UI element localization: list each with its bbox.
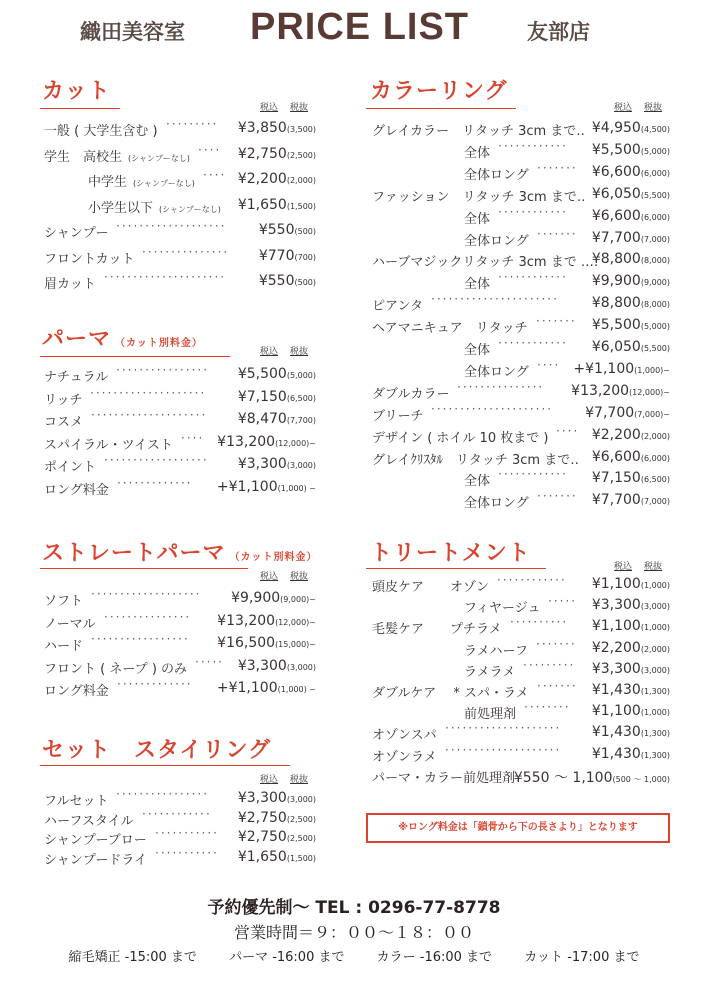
price-excl-tax: (7,000)~	[634, 409, 670, 419]
underline	[40, 356, 230, 357]
item-price: ¥1,430(1,300)	[591, 724, 670, 741]
item-price: ¥1,650(1,500)	[237, 848, 316, 865]
price-excl-tax: (5,000)	[640, 146, 670, 156]
tax-header: 税込 税抜	[260, 103, 309, 113]
leader-dots: ···············	[457, 379, 545, 394]
price-row	[44, 363, 316, 386]
page-title: PRICE LIST	[250, 6, 470, 48]
price-row	[44, 168, 316, 191]
item-name: 一般 ( 大学生含む )	[44, 124, 158, 139]
item-name: オゾンラメ	[372, 749, 437, 765]
price-excl-tax: (3,000)	[640, 665, 670, 675]
price-row	[372, 636, 670, 660]
item-price: ¥2,750(2,500)	[237, 809, 316, 826]
leader-dots: ····················	[445, 721, 562, 736]
leader-dots: ··········	[510, 615, 569, 630]
item-price: ¥6,600(6,000)	[591, 448, 670, 465]
price-row	[372, 489, 670, 512]
leader-dots: ··················	[104, 453, 209, 467]
item-price: ¥13,200(12,000)~	[217, 612, 316, 629]
leader-dots: ·············	[117, 475, 193, 490]
leader-dots: ·················	[91, 632, 190, 646]
item-name: シャンプーブロー	[44, 833, 147, 848]
item-note: (シャンプーなし)	[128, 153, 190, 163]
item-name: ソフト	[44, 594, 84, 609]
leader-dots: ················	[116, 363, 210, 377]
leader-dots: ·······	[537, 160, 578, 175]
item-price: ¥2,200(2,000)	[591, 426, 670, 443]
item-price: ¥1,650(1,500)	[237, 196, 316, 213]
item-price: ¥5,500(5,000)	[591, 141, 670, 158]
item-price: ¥6,600(6,000)	[591, 207, 670, 224]
item-name: フロントカット	[44, 251, 135, 267]
item-price: ¥3,300(3,000)	[591, 660, 670, 677]
price-excl-tax: (1,000)	[640, 581, 670, 590]
item-price: ¥8,800(8,000)	[591, 295, 670, 312]
long-fee-note: ※ロング料金は「鎖骨から下の長さより」となります	[366, 813, 670, 843]
item-price: ¥6,050(5,500)	[591, 339, 670, 355]
item-name: オゾンスパ	[372, 728, 437, 744]
item-price: ¥6,050(5,500)	[591, 185, 670, 202]
price-row	[44, 475, 316, 499]
price-excl-tax: (5,500)	[640, 190, 670, 200]
item-price: ¥770(700)	[258, 247, 316, 264]
price-row	[372, 742, 670, 766]
leader-dots: ············	[498, 336, 568, 350]
leader-dots: ········	[524, 700, 571, 715]
price-excl-tax: (9,000)	[640, 278, 670, 288]
item-name: パーマ・カラー前処理剤	[372, 770, 516, 786]
leader-dots: ·····	[548, 594, 578, 609]
item-name: ダブルカラー	[372, 386, 450, 402]
leader-dots: ············	[142, 806, 212, 821]
underline	[40, 108, 120, 109]
item-name: シャンプードライ	[44, 852, 147, 868]
price-excl-tax: (5,500)	[640, 344, 670, 353]
tax-header: 税込 税抜	[260, 347, 309, 357]
tax-header: 税込 税抜	[614, 103, 663, 113]
item-price: ¥5,500(5,000)	[237, 366, 316, 382]
tax-header: 税込 税抜	[614, 562, 663, 572]
item-price: ¥3,300(3,000)	[237, 456, 316, 472]
leader-dots: ···················	[91, 587, 202, 601]
price-excl-tax: (2,000)	[286, 176, 316, 185]
price-row	[372, 357, 670, 381]
item-note: (シャンプーなし)	[159, 204, 221, 214]
hours-cut: カット -17:00 まで	[524, 950, 640, 965]
price-row	[44, 677, 316, 700]
item-name: 学生 高校生 (シャンプーなし)	[44, 149, 190, 165]
item-name: フロント ( ネープ ) のみ	[44, 661, 188, 677]
leader-dots: ···········	[155, 845, 219, 860]
leader-dots: ················	[116, 787, 210, 801]
item-price: +¥1,100(1,000)~	[573, 360, 670, 377]
item-price: ¥7,700(7,000)~	[585, 404, 670, 421]
price-excl-tax: (7,000)	[640, 497, 670, 507]
price-row	[44, 430, 316, 454]
underline	[366, 108, 516, 109]
item-price: ¥7,150(6,500)	[591, 470, 670, 487]
price-excl-tax: (6,500)	[286, 393, 316, 403]
price-row	[372, 615, 670, 638]
item-price: ¥6,600(6,000)	[591, 163, 670, 180]
leader-dots: ·······	[537, 489, 578, 504]
leader-dots: ····················	[91, 408, 208, 422]
leader-dots: ·····	[195, 654, 225, 669]
item-name: 前処理剤	[464, 707, 517, 723]
price-row	[372, 379, 670, 403]
leader-dots: ······················	[431, 292, 559, 307]
price-row	[44, 142, 316, 166]
section-title-perm: パーマ （カット別料金）	[42, 327, 203, 352]
price-row	[372, 657, 670, 681]
leader-dots: ···············	[142, 244, 230, 259]
section-title-color: カラーリング	[370, 79, 508, 104]
price-excl-tax: (1,300)	[640, 687, 670, 696]
item-note: (シャンプーなし)	[133, 179, 195, 188]
item-name: 全体	[464, 343, 491, 358]
price-row	[372, 226, 670, 250]
item-name: フルセット	[44, 794, 109, 809]
price-excl-tax: (2,500)	[286, 150, 316, 160]
item-name: 小学生以下 (シャンプーなし)	[88, 200, 221, 216]
tax-header: 税込 税抜	[260, 775, 309, 785]
item-name: ノーマル	[44, 616, 96, 632]
price-excl-tax: (1,000)	[640, 623, 670, 633]
item-name: 全体	[464, 211, 491, 227]
price-excl-tax: (6,000)	[640, 168, 670, 178]
price-excl-tax: (7,700)	[286, 416, 316, 425]
price-excl-tax: (2,500)	[286, 834, 316, 843]
price-row	[372, 138, 670, 162]
price-excl-tax: (1,500)	[286, 201, 316, 211]
leader-dots: ····	[198, 142, 222, 157]
item-name: ロング料金	[44, 482, 109, 498]
price-excl-tax: (6,000)	[640, 212, 670, 222]
leader-dots: ·········	[523, 657, 576, 672]
leader-dots: ···········	[155, 826, 219, 840]
price-excl-tax: (5,000)	[286, 371, 316, 380]
leader-dots: ·······	[537, 226, 578, 241]
price-row	[372, 186, 670, 206]
item-price: ¥550(500)	[258, 222, 316, 238]
leader-dots: ····	[181, 430, 205, 445]
price-row	[372, 270, 670, 293]
price-excl-tax: (1,300)	[640, 750, 670, 760]
price-row	[44, 632, 316, 655]
item-price: ¥13,200(12,000)~	[571, 382, 670, 399]
leader-dots: ·······	[536, 314, 577, 329]
price-excl-tax: (2,000)	[640, 644, 670, 654]
leader-dots: ·········	[166, 117, 219, 131]
item-name: 頭皮ケア オゾン	[372, 580, 490, 595]
price-row	[372, 120, 670, 140]
price-excl-tax: (7,000)	[640, 234, 670, 244]
item-name: ロング料金	[44, 684, 109, 699]
underline	[40, 765, 290, 766]
item-name: スパイラル・ツイスト	[44, 437, 173, 453]
price-excl-tax: (500)	[294, 227, 316, 236]
underline	[366, 568, 546, 569]
item-price: ¥1,100(1,000)	[591, 618, 670, 635]
item-price: ¥2,200(2,000)	[237, 171, 316, 187]
item-price: ¥8,800(8,000)	[591, 251, 670, 268]
price-excl-tax: (1,000)~	[634, 365, 670, 375]
price-row	[44, 385, 316, 409]
item-price: ¥1,430(1,300)	[591, 682, 670, 698]
item-price: ¥1,100(1,000)	[591, 703, 670, 720]
price-excl-tax: (1,000) ~	[277, 483, 316, 493]
item-price: ¥2,750(2,500)	[237, 829, 316, 845]
section-title-straight: ストレートパーマ （カット別料金）	[42, 541, 318, 566]
price-excl-tax: (3,000)	[286, 662, 316, 672]
price-row	[372, 679, 670, 702]
section-title-set: セット スタイリング	[42, 738, 272, 763]
item-name: ヘアマニキュア リタッチ	[372, 321, 528, 337]
item-name: ピアンタ	[372, 299, 423, 315]
item-name: 全体	[464, 277, 491, 293]
price-row	[44, 408, 316, 431]
price-excl-tax: (3,000)	[286, 795, 316, 804]
item-name: 毛髪ケア プチラメ	[372, 622, 502, 638]
price-excl-tax: (500)	[294, 278, 316, 287]
price-row	[372, 767, 670, 787]
item-price: ¥3,850(3,500)	[237, 120, 316, 136]
leader-dots: ·····················	[431, 401, 554, 416]
hours-straightening: 縮毛矯正 -15:00 まで	[68, 950, 197, 965]
hours-color: カラー -16:00 まで	[376, 950, 493, 965]
item-price: ¥2,200(2,000)	[591, 639, 670, 656]
item-name: 中学生 (シャンプーなし)	[88, 175, 195, 190]
price-excl-tax: (15,000)~	[275, 640, 316, 649]
price-excl-tax: (8,000)	[640, 300, 670, 310]
item-name: ポイント	[44, 460, 97, 475]
item-price: ¥8,470(7,700)	[237, 411, 316, 427]
leader-dots: ·······	[536, 636, 577, 651]
leader-dots: ···············	[104, 609, 192, 624]
leader-dots: ····	[537, 357, 561, 372]
leader-dots: ·············	[117, 677, 193, 691]
item-name: ファッション リタッチ 3cm まで‥	[372, 189, 586, 205]
last-order-times	[0, 946, 708, 965]
leader-dots: ············	[498, 467, 568, 482]
item-price: ¥13,200(12,000)~	[217, 433, 316, 450]
leader-dots: ····················	[445, 742, 562, 757]
price-excl-tax: (1,000) ~	[277, 685, 316, 694]
price-row	[372, 204, 670, 228]
item-price: ¥1,100(1,000)	[591, 576, 670, 592]
leader-dots: ·······	[537, 679, 578, 693]
leader-dots: ············	[498, 204, 568, 219]
price-excl-tax: (12,000)~	[275, 438, 316, 448]
item-price: ¥7,150(6,500)	[237, 388, 316, 405]
item-name: 全体ロング	[464, 364, 529, 380]
salon-name: 織田美容室	[80, 20, 185, 44]
price-excl-tax: (4,500)	[640, 125, 670, 134]
price-excl-tax: (3,500)	[286, 125, 316, 134]
reservation-phone: 予約優先制～ TEL : 0296-77-8778	[207, 898, 501, 918]
item-price: ¥3,300(3,000)	[237, 657, 316, 674]
price-row	[372, 401, 670, 425]
item-price: ¥16,500(15,000)~	[217, 635, 316, 651]
item-price: ¥4,950(4,500)	[591, 120, 670, 136]
item-name: ラメハーフ	[464, 643, 528, 659]
price-excl-tax: (700)	[294, 252, 316, 262]
price-excl-tax: (6,500)	[640, 475, 670, 485]
price-excl-tax: (2,000)	[640, 431, 670, 441]
item-name: 全体ロング	[464, 496, 529, 512]
price-row	[372, 449, 670, 469]
branch-name: 友部店	[527, 20, 590, 44]
price-excl-tax: (2,500)	[286, 814, 316, 824]
item-price: ¥1,430(1,300)	[591, 745, 670, 762]
item-price: +¥1,100(1,000) ~	[216, 680, 316, 696]
item-name: ハーフスタイル	[44, 813, 134, 829]
item-name: グレイｸﾘｽﾀﾙ リタッチ 3cm まで‥	[372, 452, 579, 468]
price-row	[44, 219, 316, 242]
price-excl-tax: (1,300)	[640, 729, 670, 739]
leader-dots: ···················	[116, 219, 227, 233]
price-row	[44, 197, 316, 217]
item-name: ハード	[44, 639, 84, 654]
price-row	[44, 270, 316, 293]
page-header	[0, 6, 708, 50]
underline	[40, 568, 248, 569]
item-price: ¥3,300(3,000)	[591, 597, 670, 614]
price-row	[372, 336, 670, 359]
price-excl-tax: (5,000)	[640, 322, 670, 332]
section-title-treatment: トリートメント	[370, 541, 531, 566]
business-hours: 営業時間＝９：００～１８：００	[233, 923, 474, 942]
price-row	[372, 251, 670, 271]
price-excl-tax: (12,000)~	[275, 617, 316, 627]
item-price: ¥3,300(3,000)	[237, 790, 316, 806]
item-price: ¥2,750(2,500)	[237, 145, 316, 162]
item-name: ラメラメ	[464, 664, 516, 680]
leader-dots: ············	[498, 270, 568, 285]
item-price: ¥5,500(5,000)	[591, 317, 670, 334]
price-row	[372, 573, 670, 596]
leader-dots: ·····················	[104, 270, 227, 284]
price-row	[44, 609, 316, 633]
item-price: ¥7,700(7,000)	[591, 229, 670, 246]
item-price: ¥550 ～ 1,100(500 ～ 1,000)	[513, 769, 670, 786]
item-name: リッチ	[44, 392, 83, 408]
item-price: ¥9,900(9,000)~	[231, 590, 316, 606]
price-row	[372, 721, 670, 744]
price-excl-tax: (500 ～ 1,000)	[612, 774, 670, 784]
price-row	[44, 587, 316, 610]
section-title-cut: カット	[42, 79, 111, 104]
item-name: ハーブマジックリタッチ 3cm まで ‥‥	[372, 255, 599, 271]
item-price: ¥9,900(9,000)	[591, 273, 670, 290]
item-name: 全体	[464, 474, 491, 490]
item-name: グレイカラー リタッチ 3cm まで‥	[372, 124, 585, 139]
price-row	[372, 700, 670, 723]
price-row	[44, 244, 316, 268]
price-row	[372, 292, 670, 315]
item-name: ブリーチ	[372, 408, 424, 424]
item-name: 全体ロング	[464, 167, 529, 183]
item-name: コスメ	[44, 415, 84, 430]
price-row	[44, 453, 316, 476]
leader-dots: ············	[498, 138, 568, 153]
item-name: シャンプー	[44, 226, 109, 241]
price-row	[372, 314, 670, 337]
item-name: 眉カット	[44, 277, 96, 292]
leader-dots: ····	[203, 168, 227, 182]
price-excl-tax: (8,000)	[640, 256, 670, 266]
leader-dots: ············	[497, 573, 567, 587]
item-name: 全体	[464, 145, 491, 161]
item-name: ナチュラル	[44, 370, 109, 385]
price-excl-tax: (3,000)	[640, 602, 670, 612]
price-excl-tax: (12,000)~	[629, 387, 670, 397]
leader-dots: ····	[556, 423, 580, 438]
price-excl-tax: (3,000)	[286, 461, 316, 470]
tax-header: 税込 税抜	[260, 572, 309, 582]
price-row	[44, 654, 316, 678]
item-price: ¥550(500)	[258, 273, 316, 289]
item-name: フィヤージュ	[464, 601, 541, 617]
item-name: デザイン ( ホイル 10 枚まで )	[372, 430, 549, 446]
hours-perm: パーマ -16:00 まで	[229, 950, 345, 965]
price-excl-tax: (1,000)	[640, 708, 670, 718]
item-name: ダブルケア * スパ・ラメ	[372, 686, 529, 701]
leader-dots: ····················	[90, 385, 207, 400]
item-price: ¥7,700(7,000)	[591, 492, 670, 509]
item-price: +¥1,100(1,000) ~	[216, 478, 316, 495]
price-row	[372, 423, 670, 447]
price-row	[372, 467, 670, 490]
price-excl-tax: (6,000)	[640, 453, 670, 463]
item-name: 全体ロング	[464, 233, 529, 249]
price-row	[372, 160, 670, 184]
price-row	[44, 845, 316, 869]
price-excl-tax: (9,000)~	[280, 595, 316, 604]
price-excl-tax: (1,500)	[286, 853, 316, 863]
price-row	[372, 594, 670, 617]
price-row	[44, 117, 316, 140]
